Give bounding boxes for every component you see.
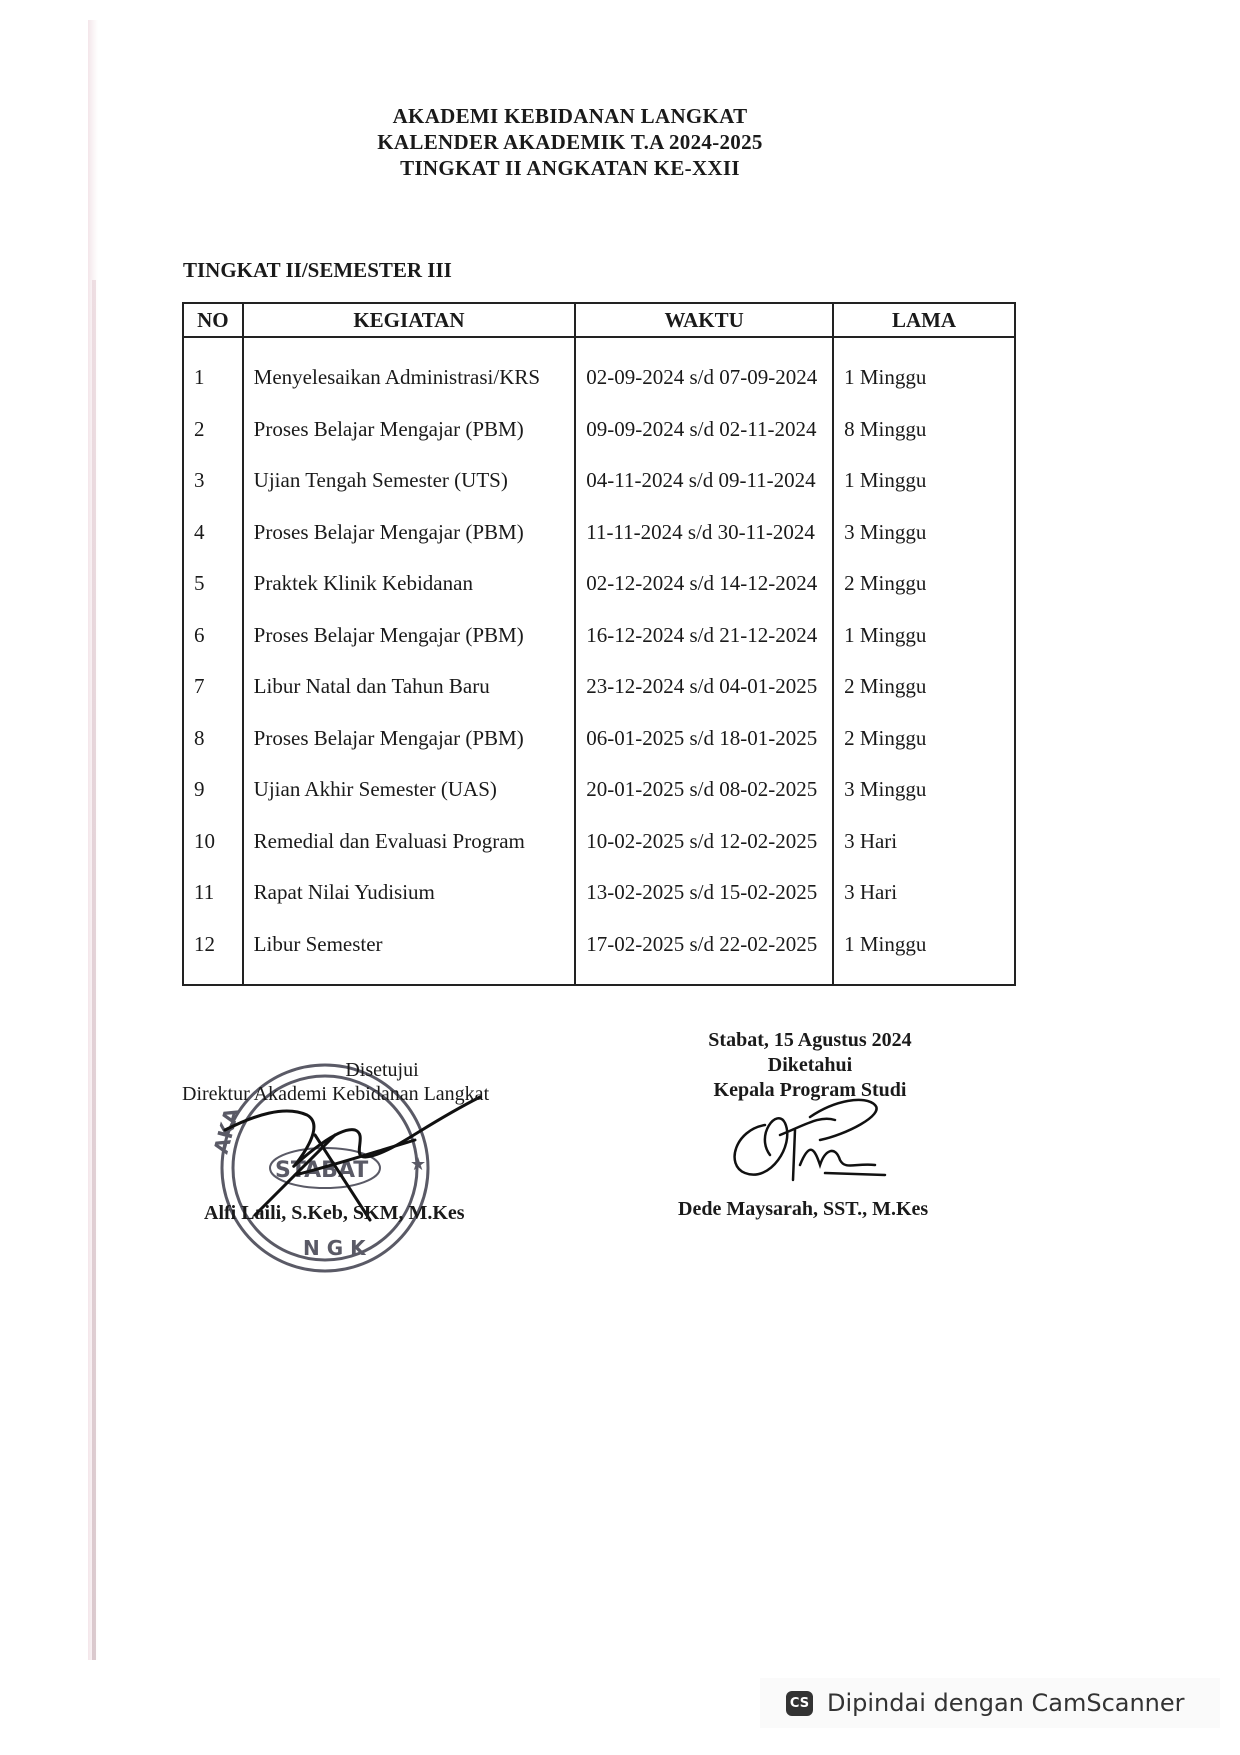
- cell-kegiatan: Proses Belajar Mengajar (PBM): [243, 404, 576, 456]
- cell-kegiatan: Ujian Akhir Semester (UAS): [243, 764, 576, 816]
- cell-no: 8: [183, 713, 243, 765]
- cell-kegiatan: Proses Belajar Mengajar (PBM): [243, 610, 576, 662]
- cell-waktu: 10-02-2025 s/d 12-02-2025: [575, 816, 833, 868]
- column-header-lama: LAMA: [833, 303, 1015, 337]
- cell-waktu: 23-12-2024 s/d 04-01-2025: [575, 661, 833, 713]
- cell-lama: 3 Hari: [833, 816, 1015, 868]
- cell-kegiatan: Menyelesaikan Administrasi/KRS: [243, 337, 576, 404]
- cell-lama: 8 Minggu: [833, 404, 1015, 456]
- table-row: [183, 661, 1015, 713]
- cell-no: 5: [183, 558, 243, 610]
- table-row: [183, 816, 1015, 868]
- camscanner-text: Dipindai dengan CamScanner: [827, 1689, 1185, 1717]
- cell-waktu: 16-12-2024 s/d 21-12-2024: [575, 610, 833, 662]
- cell-kegiatan: Ujian Tengah Semester (UTS): [243, 455, 576, 507]
- place-date: Stabat, 15 Agustus 2024: [708, 1029, 912, 1051]
- svg-text:AKA: AKA: [208, 1105, 244, 1157]
- table-row: [183, 610, 1015, 662]
- cell-lama: 3 Hari: [833, 867, 1015, 919]
- cell-lama: 3 Minggu: [833, 764, 1015, 816]
- svg-text:★: ★: [410, 1154, 427, 1175]
- table-body: [183, 337, 1015, 985]
- cell-kegiatan: Proses Belajar Mengajar (PBM): [243, 713, 576, 765]
- section-title: TINGKAT II/SEMESTER III: [183, 258, 452, 282]
- academic-calendar-table: [182, 302, 1016, 986]
- cell-lama: 1 Minggu: [833, 919, 1015, 986]
- cell-kegiatan: Rapat Nilai Yudisium: [243, 867, 576, 919]
- acknowledgement-block: [640, 1028, 980, 1103]
- cell-kegiatan: Libur Semester: [243, 919, 576, 986]
- table-row: [183, 867, 1015, 919]
- table-row: [183, 337, 1015, 404]
- cell-lama: 2 Minggu: [833, 713, 1015, 765]
- column-header-waktu: WAKTU: [575, 303, 833, 337]
- cell-lama: 3 Minggu: [833, 507, 1015, 559]
- cell-waktu: 09-09-2024 s/d 02-11-2024: [575, 404, 833, 456]
- cell-kegiatan: Remedial dan Evaluasi Program: [243, 816, 576, 868]
- cell-no: 12: [183, 919, 243, 986]
- cell-no: 7: [183, 661, 243, 713]
- cell-no: 3: [183, 455, 243, 507]
- cell-waktu: 20-01-2025 s/d 08-02-2025: [575, 764, 833, 816]
- cell-kegiatan: Libur Natal dan Tahun Baru: [243, 661, 576, 713]
- cell-no: 4: [183, 507, 243, 559]
- head-of-program-signature: [725, 1095, 905, 1190]
- svg-text:N G K: N G K: [303, 1236, 366, 1260]
- camscanner-badge: [760, 1678, 1220, 1728]
- document-header: [0, 103, 1240, 181]
- acknowledged-label: Diketahui: [767, 1054, 853, 1076]
- institution-name: AKADEMI KEBIDANAN LANGKAT: [392, 104, 748, 128]
- table-row: [183, 507, 1015, 559]
- table-row: [183, 919, 1015, 986]
- acknowledged-position: Kepala Program Studi: [713, 1079, 907, 1101]
- table-row: [183, 455, 1015, 507]
- cell-waktu: 06-01-2025 s/d 18-01-2025: [575, 713, 833, 765]
- cell-waktu: 13-02-2025 s/d 15-02-2025: [575, 867, 833, 919]
- cell-waktu: 11-11-2024 s/d 30-11-2024: [575, 507, 833, 559]
- table-row: [183, 764, 1015, 816]
- table-row: [183, 713, 1015, 765]
- approval-label: Disetujui: [345, 1059, 419, 1081]
- column-header-no: NO: [183, 303, 243, 337]
- svg-text:STABAT: STABAT: [275, 1158, 369, 1183]
- cell-no: 2: [183, 404, 243, 456]
- page-binding-shadow: [92, 280, 96, 1660]
- table-row: [183, 404, 1015, 456]
- cell-no: 1: [183, 337, 243, 404]
- cell-lama: 2 Minggu: [833, 558, 1015, 610]
- table-row: [183, 558, 1015, 610]
- acknowledged-signer-name: Dede Maysarah, SST., M.Kes: [678, 1198, 929, 1220]
- approval-signer-name: Alfi Laili, S.Keb, SKM, M.Kes: [204, 1202, 465, 1224]
- cell-kegiatan: Proses Belajar Mengajar (PBM): [243, 507, 576, 559]
- cell-waktu: 17-02-2025 s/d 22-02-2025: [575, 919, 833, 986]
- cell-lama: 1 Minggu: [833, 337, 1015, 404]
- approval-position: Direktur Akademi Kebidanan Langkat: [182, 1083, 490, 1105]
- cell-no: 11: [183, 867, 243, 919]
- cell-lama: 2 Minggu: [833, 661, 1015, 713]
- cell-no: 10: [183, 816, 243, 868]
- cell-waktu: 04-11-2024 s/d 09-11-2024: [575, 455, 833, 507]
- approval-block: [182, 1058, 542, 1106]
- cell-no: 9: [183, 764, 243, 816]
- camscanner-logo-icon: CS: [786, 1691, 813, 1716]
- cell-lama: 1 Minggu: [833, 455, 1015, 507]
- cell-waktu: 02-12-2024 s/d 14-12-2024: [575, 558, 833, 610]
- cell-no: 6: [183, 610, 243, 662]
- cohort-title: TINGKAT II ANGKATAN KE-XXII: [400, 156, 740, 180]
- column-header-kegiatan: KEGIATAN: [243, 303, 576, 337]
- cell-kegiatan: Praktek Klinik Kebidanan: [243, 558, 576, 610]
- calendar-title: KALENDER AKADEMIK T.A 2024-2025: [377, 130, 763, 154]
- table-header-row: [183, 303, 1015, 337]
- cell-lama: 1 Minggu: [833, 610, 1015, 662]
- cell-waktu: 02-09-2024 s/d 07-09-2024: [575, 337, 833, 404]
